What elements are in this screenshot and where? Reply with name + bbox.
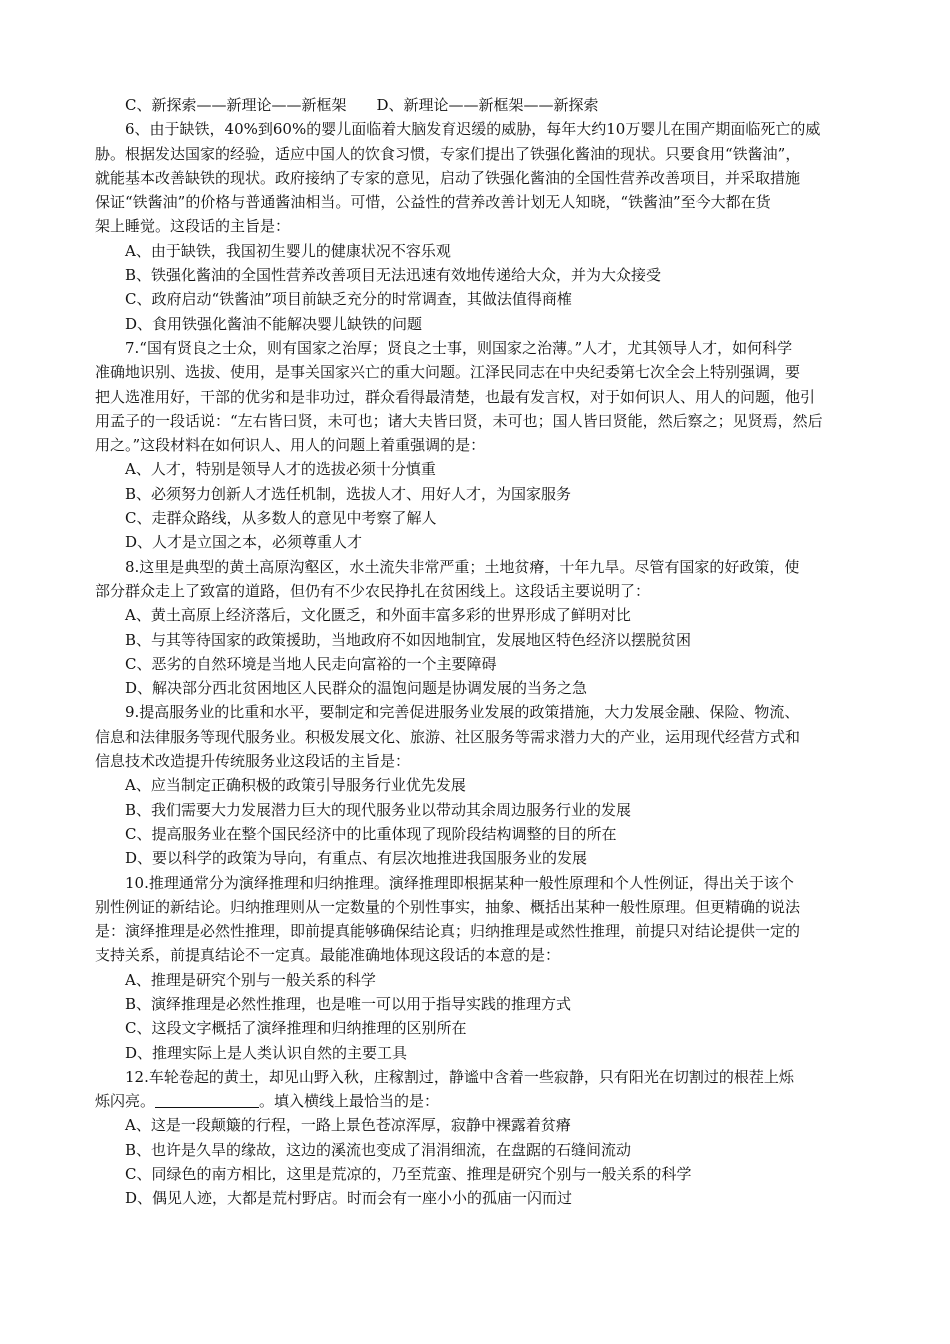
exam-page — [95, 93, 865, 1211]
option-d: D、人才是立国之本，必须尊重人才 — [125, 533, 363, 552]
option-d: D、食用铁强化酱油不能解决婴儿缺铁的问题 — [125, 314, 423, 333]
question-stem-line: 10.推理通常分为演绎推理和归纳推理。演绎推理即根据某种一般性原理和个人性例证，得出关于该个 — [125, 873, 794, 892]
question-12 — [95, 1065, 865, 1211]
question-10 — [95, 871, 865, 1065]
option-b: B、与其等待国家的政策援助，当地政府不如因地制宜，发展地区特色经济以摆脱贫困 — [125, 630, 692, 649]
option-c: C、走群众路线，从多数人的意见中考察了解人 — [125, 509, 437, 528]
option-c: C、提高服务业在整个国民经济中的比重体现了现阶段结构调整的目的所在 — [125, 824, 617, 843]
question-stem-line: 用之。”这段材料在如何识人、用人的问题上着重强调的是： — [95, 436, 486, 455]
blank-line-after: 。填入横线上最恰当的是： — [259, 1092, 440, 1111]
option-a: A、由于缺铁，我国初生婴儿的健康状况不容乐观 — [125, 241, 451, 260]
option-a: A、黄土高原上经济落后，文化匮乏，和外面丰富多彩的世界形成了鲜明对比 — [125, 606, 631, 625]
option-c: C、政府启动“铁酱油”项目前缺乏充分的时常调查，其做法值得商榷 — [125, 290, 572, 309]
question-stem-line: 保证“铁酱油”的价格与普通酱油相当。可惜，公益性的营养改善计划无人知晓，“铁酱油”至今大都在货 — [95, 193, 771, 212]
option-d: D、解决部分西北贫困地区人民群众的温饱问题是协调发展的当务之急 — [125, 679, 588, 698]
q5-option-d: D、新理论——新框架——新探索 — [376, 96, 599, 114]
option-d: D、偶见人迹，大都是荒村野店。时而会有一座小小的孤庙一闪而过 — [125, 1189, 573, 1208]
option-b: B、必须努力创新人才选任机制，选拔人才、用好人才，为国家服务 — [125, 484, 572, 503]
option-c: C、这段文字概括了演绎推理和归纳推理的区别所在 — [125, 1019, 467, 1038]
option-a: A、这是一段颠簸的行程，一路上景色苍凉浑厚，寂静中裸露着贫瘠 — [125, 1116, 571, 1135]
blank-line-before: 烁闪亮。 — [95, 1092, 156, 1111]
question-stem-line: 8.这里是典型的黄土高原沟壑区，水土流失非常严重；土地贫瘠，十年九旱。尽管有国家的好政策，使 — [125, 557, 800, 576]
question-stem-line: 信息技术改造提升传统服务业这段话的主旨是： — [95, 752, 411, 771]
option-d: D、要以科学的政策为导向，有重点、有层次地推进我国服务业的发展 — [125, 849, 588, 868]
option-b: B、我们需要大力发展潜力巨大的现代服务业以带动其余周边服务行业的发展 — [125, 800, 632, 819]
option-b: B、演绎推理是必然性推理，也是唯一可以用于指导实践的推理方式 — [125, 994, 572, 1013]
option-b: B、铁强化酱油的全国性营养改善项目无法迅速有效地传递给大众，并为大众接受 — [125, 266, 662, 285]
question-stem-line: 是：演绎推理是必然性推理，即前提真能够确保结论真；归纳推理是或然性推理，前提只对结论提供一定的 — [95, 922, 801, 941]
question-stem-line: 支持关系，前提真结论不一定真。最能准确地体现这段话的本意的是： — [95, 946, 561, 965]
question-9 — [95, 700, 865, 870]
option-a: A、人才，特别是领导人才的选拔必须十分慎重 — [125, 460, 436, 479]
q5-option-c: C、新探索——新理论——新框架 — [125, 96, 347, 114]
question-stem-line: 部分群众走上了致富的道路，但仍有不少农民挣扎在贫困线上。这段话主要说明了： — [95, 581, 651, 600]
question-stem-line: 12.车轮卷起的黄土，却见山野入秋，庄稼割过，静谧中含着一些寂静，只有阳光在切割过的根茬上烁 — [125, 1067, 794, 1086]
question-stem-line: 6、由于缺铁，40%到60%的婴儿面临着大脑发育迟缓的威胁，每年大约10万婴儿在围产期面临死亡的威 — [125, 120, 821, 139]
fill-in-blank — [155, 1093, 259, 1108]
question-stem-line: 9.提高服务业的比重和水平，要制定和完善促进服务业发展的政策措施，大力发展金融、保险、物流、 — [125, 703, 800, 722]
question-stem-line: 别性例证的新结论。归纳推理则从一定数量的个别性事实，抽象、概括出某种一般性原理。但更精确的说法 — [95, 897, 801, 916]
question-stem-line: 信息和法律服务等现代服务业。积极发展文化、旅游、社区服务等需求潜力大的产业，运用现代经营方式和 — [95, 727, 801, 746]
option-a: A、推理是研究个别与一般关系的科学 — [125, 970, 376, 989]
option-d: D、推理实际上是人类认识自然的主要工具 — [125, 1043, 408, 1062]
question-stem-line: 就能基本改善缺铁的现状。政府接纳了专家的意见，启动了铁强化酱油的全国性营养改善项目，并采取措施 — [95, 168, 801, 187]
option-a: A、应当制定正确积极的政策引导服务行业优先发展 — [125, 776, 466, 795]
question-stem-line: 架上睡觉。这段话的主旨是： — [95, 217, 291, 236]
question-stem-line: 7.“国有贤良之士众，则有国家之治厚；贤良之士事，则国家之治薄。”人才，尤其领导人才，如何科学 — [125, 338, 793, 357]
question-stem-line: 把人选准用好，干部的优劣和是非功过，群众看得最清楚，也最有发言权，对于如何识人、用人的问题，他引 — [95, 387, 816, 406]
question-stem-line: 用孟子的一段话说：“左右皆曰贤，未可也；诸大夫皆曰贤，未可也；国人皆曰贤能，然后察之；见贤焉，然后 — [95, 411, 823, 430]
question-8 — [95, 555, 865, 701]
q5-options-cd — [95, 93, 865, 117]
question-stem-line: 准确地识别、选拔、使用，是事关国家兴亡的重大问题。江泽民同志在中央纪委第七次全会上特别强调，要 — [95, 363, 801, 382]
question-6 — [95, 117, 865, 336]
question-stem-line: 胁。根据发达国家的经验，适应中国人的饮食习惯，专家们提出了铁强化酱油的现状。只要食用“铁酱油”， — [95, 144, 801, 163]
option-c: C、同绿色的南方相比，这里是荒凉的，乃至荒蛮、推理是研究个别与一般关系的科学 — [125, 1165, 692, 1184]
question-blank-line — [95, 1089, 865, 1113]
option-c: C、恶劣的自然环境是当地人民走向富裕的一个主要障碍 — [125, 654, 497, 673]
option-b: B、也许是久旱的缘故，这边的溪流也变成了涓涓细流，在盘踞的石缝间流动 — [125, 1140, 632, 1159]
question-7 — [95, 336, 865, 555]
